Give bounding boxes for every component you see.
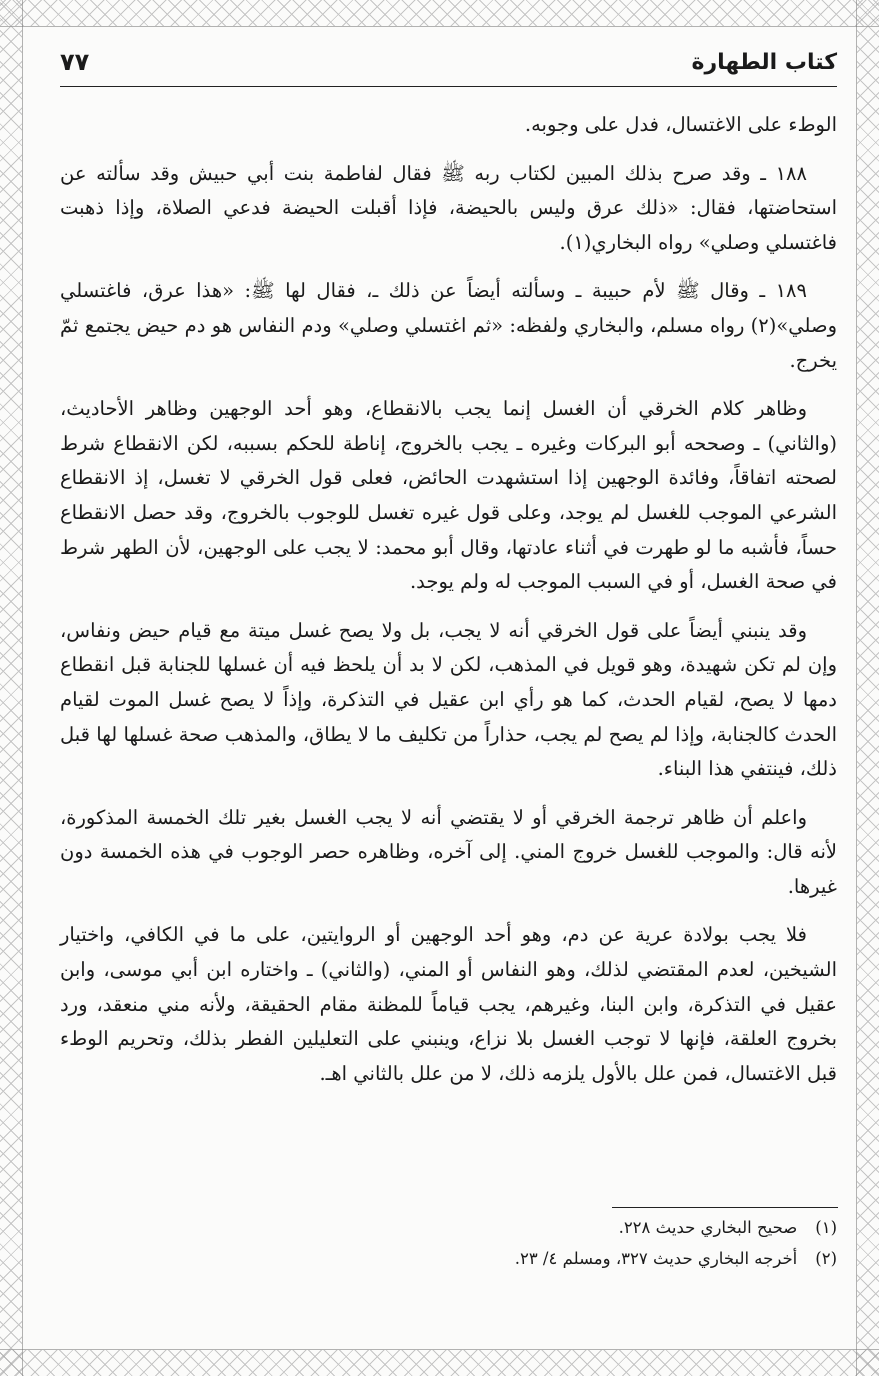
paragraph-continuation: الوطء على الاغتسال، فدل على وجوبه.	[524, 113, 837, 136]
footnote-separator	[612, 1207, 838, 1208]
ornamental-border-right	[856, 0, 879, 1376]
footnote-marker: (٢)	[815, 1249, 837, 1268]
footnotes	[60, 1212, 837, 1274]
page-number: ٧٧	[60, 48, 90, 76]
paragraph-hadith-188: ١٨٨ ـ وقد صرح بذلك المبين لكتاب ربه ﷺ فقال لفاطمة بنت أبي حبيش وقد سألته عن استحاضتها، فقال: «ذلك عرق وليس بالحيضة، فإذا أقبلت الحيضة فدعي الصلاة، وإذا ذهبت فاغتسلي وصلي» رواه البخاري(١).	[60, 161, 837, 254]
running-title: كتاب الطهارة	[691, 49, 837, 75]
main-text	[60, 108, 837, 1097]
footnote-text: أخرجه البخاري حديث ٣٢٧، ومسلم ٤/ ٢٣.	[514, 1249, 798, 1268]
paragraph-commentary: فلا يجب بولادة عرية عن دم، وهو أحد الوجهين أو الروايتين، على ما في الكافي، واختيار الشيخين، لعدم المقتضي لذلك، وهو النفاس أو المني، (والثاني) ـ واختاره ابن أبي موسى، وابن عقيل في التذكرة، وابن البنا، وغيرهم، يجب قياماً للمظنة مقام الحقيقة، ولأنه مني منعقد، ورد بخروج العلقة، فإنها لا توجب الغسل بلا نزاع، وينبني على التعليلين الفطر بذلك، وتحريم الوطء قبل الاغتسال، فمن علل بالأول يلزمه ذلك، لا من علل بالثاني اهـ.	[60, 923, 837, 1085]
ornamental-border-top	[0, 0, 879, 27]
ornamental-border-left	[0, 0, 23, 1376]
paragraph-hadith-189: ١٨٩ ـ وقال ﷺ لأم حبيبة ـ وسألته أيضاً عن ذلك ـ، فقال لها ﷺ: «هذا عرق، فاغتسلي وصلي»(٢) رواه مسلم، والبخاري ولفظه: «ثم اغتسلي وصلي» ودم النفاس هو دم حيض يجتمع ثمّ يخرج.	[60, 279, 837, 372]
paragraph-commentary: وظاهر كلام الخرقي أن الغسل إنما يجب بالانقطاع، وهو أحد الوجهين وظاهر الأحاديث، (والثاني) ـ وصححه أبو البركات وغيره ـ يجب بالخروج، إناطة للحكم بسببه، لكن الانقطاع شرط لصحته اتفاقاً، وفائدة الوجهين إذا استشهدت الحائض، فعلى قول الخرقي لا تغسل، إذ الانقطاع الشرعي الموجب للغسل لم يوجد، وعلى قول غيره تغسل للوجوب بالخروج، وقد حصل الانقطاع حساً، فأشبه ما لو طهرت في أثناء عادتها، وقال أبو محمد: لا يجب على الوجهين، لأن الطهر شرط في صحة الغسل، أو في السبب الموجب له ولم يوجد.	[60, 397, 837, 594]
footnote-text: صحيح البخاري حديث ٢٢٨.	[618, 1218, 798, 1237]
footnote-item	[60, 1212, 837, 1243]
ornamental-border-bottom	[0, 1349, 879, 1376]
paragraph-commentary: وقد ينبني أيضاً على قول الخرقي أنه لا يجب، بل ولا يصح غسل ميتة مع قيام حيض ونفاس، وإن لم تكن شهيدة، وهو قويل في المذهب، لكن لا بد أن يلحظ فيه أن غسلها للجنابة قبل انقطاع دمها لا يصح، لقيام الحدث، كما هو رأي ابن عقيل في التذكرة، وإذاً لا يصح غسل الموت لقيام الحدث كالجنابة، وإذا لم يصح لم يجب، حذاراً من تكليف ما لا يطاق، والمذهب صحة غسلها لها قبل ذلك، فينتفي هذا البناء.	[60, 618, 837, 781]
paragraph-commentary: واعلم أن ظاهر ترجمة الخرقي أو لا يقتضي أنه لا يجب الغسل بغير تلك الخمسة المذكورة، لأنه قال: والموجب للغسل خروج المني. إلى آخره، وظاهره حصر الوجوب في هذه الخمسة دون غيرها.	[60, 805, 837, 898]
footnote-item	[60, 1243, 837, 1274]
header-rule	[60, 86, 837, 87]
page-header	[60, 40, 837, 84]
footnote-marker: (١)	[815, 1218, 837, 1237]
